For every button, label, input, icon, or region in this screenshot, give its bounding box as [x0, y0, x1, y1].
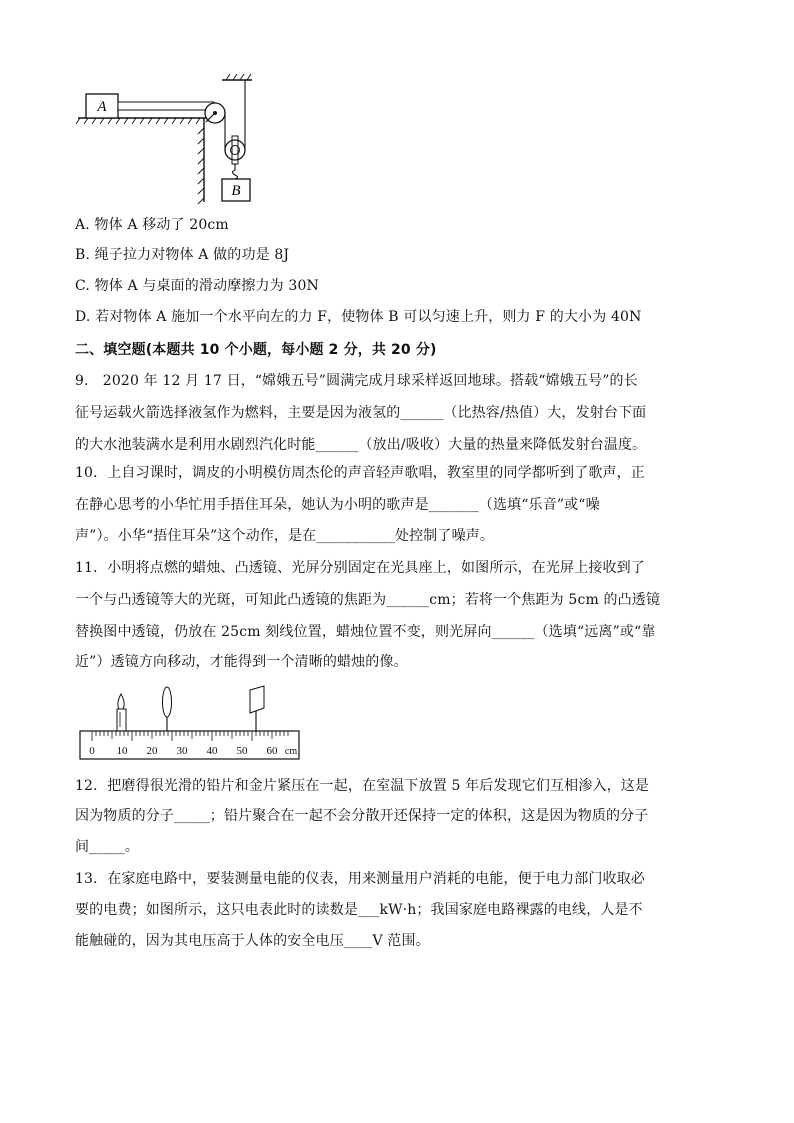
q11-line-1: 11．小明将点燃的蜡烛、凸透镜、光屏分别固定在光具座上，如图所示，在光屏上接收到了 — [75, 560, 645, 576]
q13-line-2: 要的电费；如图所示，这只电表此时的读数是___kW·h；我国家庭电路裸露的电线，人是不 — [75, 902, 643, 918]
block-a-label: A — [97, 99, 107, 115]
option-b: B. 绳子拉力对物体 A 做的功是 8J — [75, 247, 290, 263]
q13-line-1: 13．在家庭电路中，要装测量电能的仪表，用来测量用户消耗的电能，便于电力部门收取必 — [75, 871, 645, 887]
convex-lens — [163, 687, 172, 717]
q12-line-2: 因为物质的分子_____；铅片聚合在一起不会分散开还保持一定的体积，这是因为物质的分子 — [75, 808, 649, 824]
q11-line-2: 一个与凸透镜等大的光斑，可知此凸透镜的焦距为______cm；若将一个焦距为 5cm 的凸透镜 — [75, 592, 661, 608]
q13-line-3: 能触碰的，因为其电压高于人体的安全电压____V 范围。 — [75, 933, 430, 949]
q9-line-1: 9. 2020 年 12 月 17 日，“嫦娥五号”圆满完成月球采样返回地球。搭载“嫦娥五号”的长 — [75, 373, 638, 389]
bench-tick-label: 10 — [116, 745, 128, 757]
candle-flame — [118, 694, 124, 710]
bench-tick-label: 50 — [236, 745, 248, 757]
candle — [117, 709, 126, 731]
bench-unit-label: cm — [284, 746, 298, 757]
q10-line-2: 在静心思考的小华忙用手捂住耳朵，她认为小明的歌声是_______（选填“乐音”或“噪 — [75, 497, 600, 513]
bench-tick-label: 60 — [266, 745, 278, 757]
option-d: D. 若对物体 A 施加一个水平向左的力 F，使物体 B 可以匀速上升，则力 F 的大小为 40N — [75, 309, 642, 325]
option-c: C. 物体 A 与桌面的滑动摩擦力为 30N — [75, 278, 319, 294]
pulley-figure — [70, 72, 270, 204]
bench-tick-label: 30 — [176, 745, 188, 757]
q12-line-1: 12．把磨得很光滑的铅片和金片紧压在一起，在室温下放置 5 年后发现它们互相渗入，这是 — [75, 778, 650, 794]
option-a: A. 物体 A 移动了 20cm — [75, 217, 229, 233]
q9-line-3: 的大水池装满水是利用水剧烈汽化时能______（放出/吸收）大量的热量来降低发射台温度。 — [75, 437, 647, 453]
section-title: 二、填空题(本题共 10 个小题，每小题 2 分，共 20 分) — [75, 342, 437, 358]
optical-bench-figure — [78, 683, 304, 761]
block-b-label: B — [231, 183, 241, 199]
bench-tick-label: 0 — [89, 745, 95, 757]
q12-line-3: 间_____。 — [75, 839, 140, 855]
q11-line-4: 近”）透镜方向移动，才能得到一个清晰的蜡烛的像。 — [75, 654, 408, 670]
light-screen — [250, 686, 264, 713]
q9-line-2: 征号运载火箭选择液氢作为燃料，主要是因为液氢的______（比热容/热值）大，发射台下面 — [75, 405, 647, 421]
bench-tick-label: 20 — [146, 745, 158, 757]
q10-line-1: 10．上自习课时，调皮的小明模仿周杰伦的声音轻声歌唱，教室里的同学都听到了歌声，正 — [75, 465, 645, 481]
bench-tick-label: 40 — [206, 745, 218, 757]
q10-line-3: 声”）。小华“捂住耳朵”这个动作，是在___________处控制了噪声。 — [75, 528, 495, 544]
q11-line-3: 替换图中透镜，仍放在 25cm 刻线位置，蜡烛位置不变，则光屏向______（选填“远离”或“靠 — [75, 624, 656, 640]
